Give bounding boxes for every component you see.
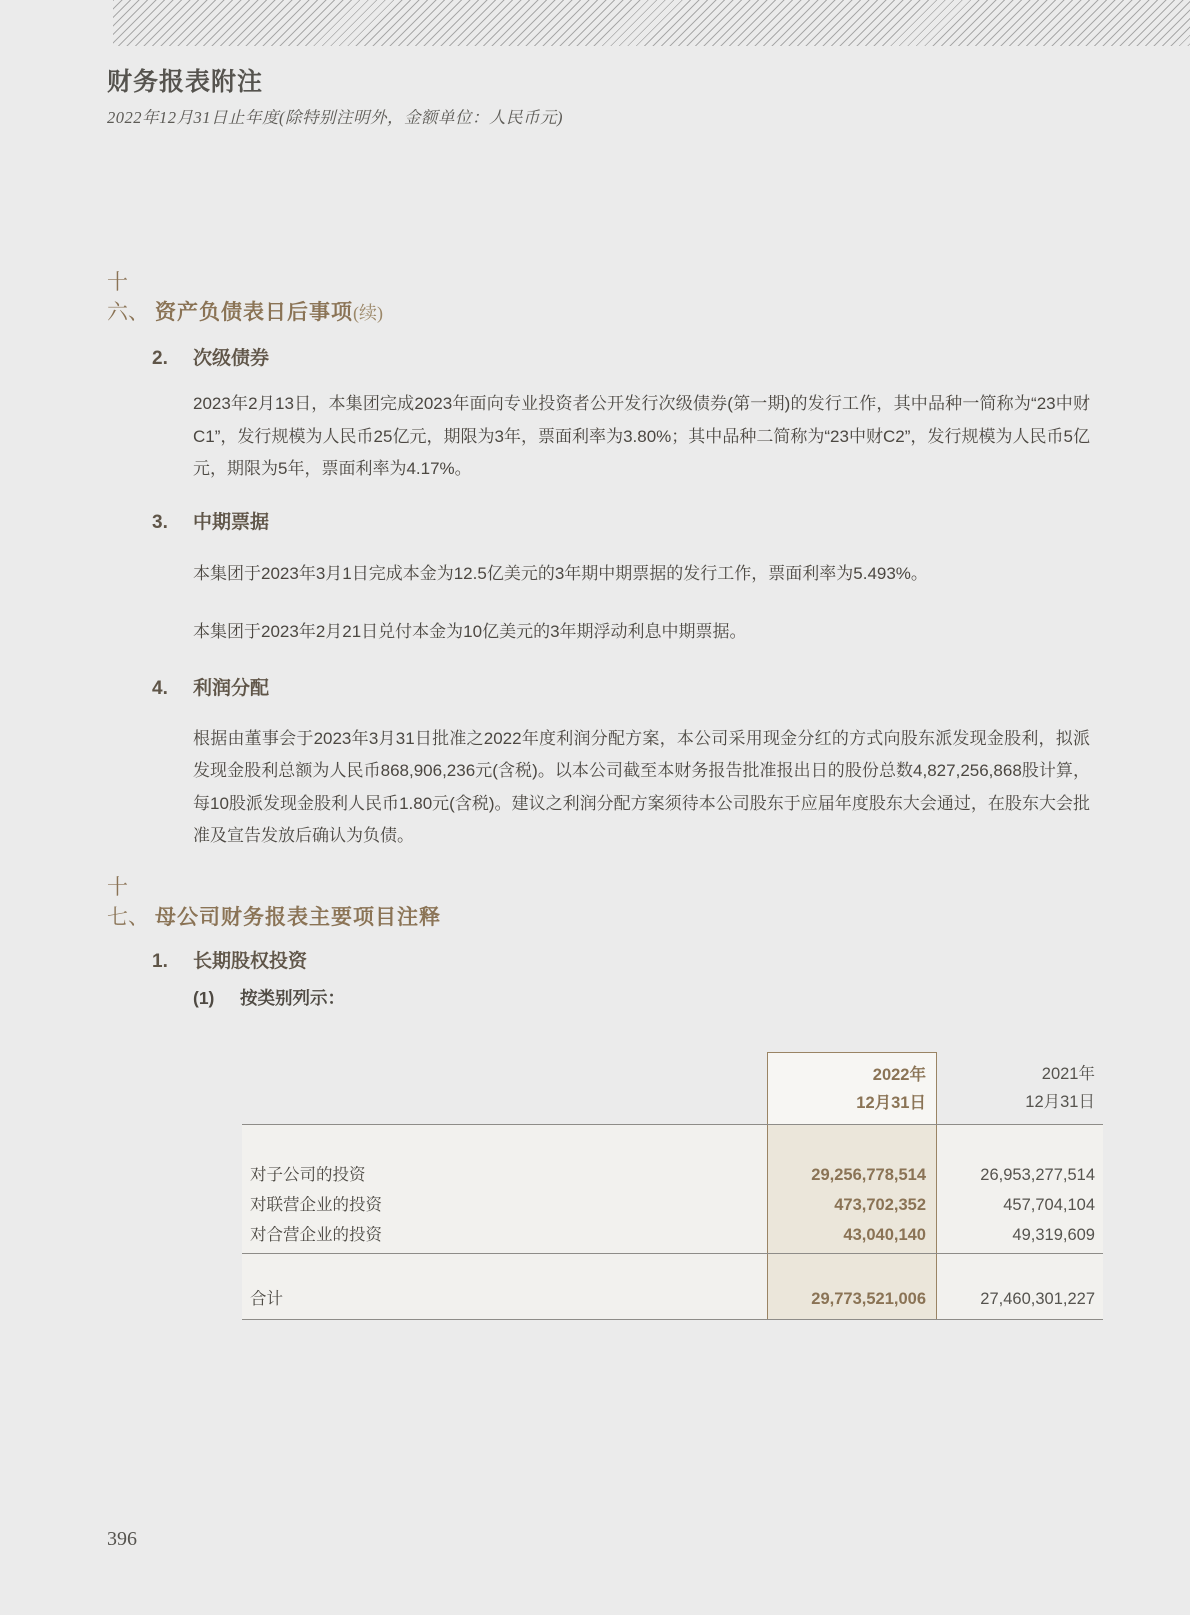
- current-value: 43,040,140: [843, 1225, 926, 1244]
- section-16-title: 资产负债表日后事项: [155, 301, 353, 324]
- total-label-cell: [242, 1254, 767, 1319]
- page-title: 财务报表附注: [107, 69, 264, 96]
- header-current-year: 2022年: [872, 1065, 926, 1084]
- item-3-heading: [107, 510, 1090, 536]
- header-current-date: 12月31日: [856, 1093, 926, 1112]
- item-2-heading: [107, 346, 1090, 372]
- item-3-paragraph-2: 本集团于2023年2月21日兑付本金为10亿美元的3年期浮动利息中期票据。: [193, 622, 747, 641]
- page-number: 396: [107, 1528, 137, 1550]
- item-2-paragraph: 2023年2月13日，本集团完成2023年面向专业投资者公开发行次级债券(第一期)的发行工作，其中品种一简称为“23中财C1”，发行规模为人民币25亿元，期限为3年，票面利率为3.80%；其中品种二简称为“23中财C2”，发行规模为人民币5亿元，期限为5年，票面利率为4.17%。: [193, 394, 1090, 478]
- item-1-heading: [107, 949, 1090, 975]
- sub-item-1-number: (1): [193, 987, 215, 1008]
- item-1-title: 长期股权投资: [193, 950, 308, 972]
- section-16-suffix: (续): [353, 303, 383, 323]
- header-prior-year: 2021年: [1041, 1064, 1095, 1083]
- section-17-number: 十七、: [107, 875, 149, 929]
- table-body-labels: [242, 1125, 767, 1253]
- total-prior-value: 27,460,301,227: [980, 1289, 1095, 1308]
- section-16-number: 十六、: [107, 271, 149, 324]
- total-current-cell: [767, 1254, 937, 1319]
- item-1-number: 1.: [152, 950, 168, 972]
- total-label: 合计: [250, 1289, 283, 1308]
- header-prior-date: 12月31日: [1025, 1092, 1095, 1111]
- table-body: [242, 1124, 1103, 1253]
- table-header-spacer: [242, 1052, 767, 1124]
- sub-item-1-title: 按类别列示：: [240, 987, 345, 1008]
- prior-value: 49,319,609: [1012, 1225, 1095, 1244]
- prior-value: 457,704,104: [1003, 1195, 1095, 1214]
- item-3-number: 3.: [152, 511, 168, 533]
- item-2-number: 2.: [152, 348, 168, 369]
- table-header-row: [242, 1052, 1103, 1124]
- table-header-current-box: [767, 1052, 937, 1124]
- main-content: [107, 268, 1095, 1320]
- section-16-heading: [107, 268, 1090, 328]
- page-subtitle: 2022年12月31日止年度(除特别注明外，金额单位：人民币元): [107, 108, 563, 127]
- table-header-prior: [937, 1052, 1103, 1124]
- item-4-heading: [107, 676, 1090, 702]
- item-3-title: 中期票据: [193, 511, 270, 533]
- table-total-row: [242, 1253, 1103, 1320]
- row-label: 对子公司的投资: [250, 1165, 366, 1184]
- current-value: 29,256,778,514: [811, 1165, 926, 1184]
- item-4-number: 4.: [152, 677, 168, 699]
- table-body-prior-column: [937, 1125, 1103, 1253]
- prior-value: 26,953,277,514: [980, 1165, 1095, 1184]
- total-current-value: 29,773,521,006: [811, 1289, 926, 1308]
- current-value: 473,702,352: [834, 1195, 926, 1214]
- item-4-paragraph: 根据由董事会于2023年3月31日批准之2022年度利润分配方案，本公司采用现金分红的方式向股东派发现金股利，拟派发现金股利总额为人民币868,906,236元(含税)。以本公司截至本财务报告批准报出日的股份总数4,827,256,868股计算，每10股派发现金股利人民币1.80元(含税)。建议之利润分配方案须待本公司股东于应届年度股东大会通过，在股东大会批准及宣告发放后确认为负债。: [193, 728, 1090, 845]
- total-prior-cell: [937, 1254, 1103, 1319]
- item-3-paragraph-1: 本集团于2023年3月1日完成本金为12.5亿美元的3年期中期票据的发行工作，票面利率为5.493%。: [193, 563, 928, 583]
- item-2-title: 次级债券: [193, 348, 270, 369]
- item-4-title: 利润分配: [193, 677, 270, 699]
- table-body-current-column: [767, 1125, 937, 1253]
- row-label: 对联营企业的投资: [250, 1195, 382, 1214]
- section-17-title: 母公司财务报表主要项目注释: [155, 905, 441, 929]
- section-17-heading: [107, 873, 1090, 933]
- investment-table: [242, 1052, 1103, 1320]
- hatch-band: [113, 0, 1190, 46]
- document-header: [107, 66, 563, 128]
- sub-item-1-heading: [107, 986, 1090, 1010]
- row-label: 对合营企业的投资: [250, 1225, 382, 1244]
